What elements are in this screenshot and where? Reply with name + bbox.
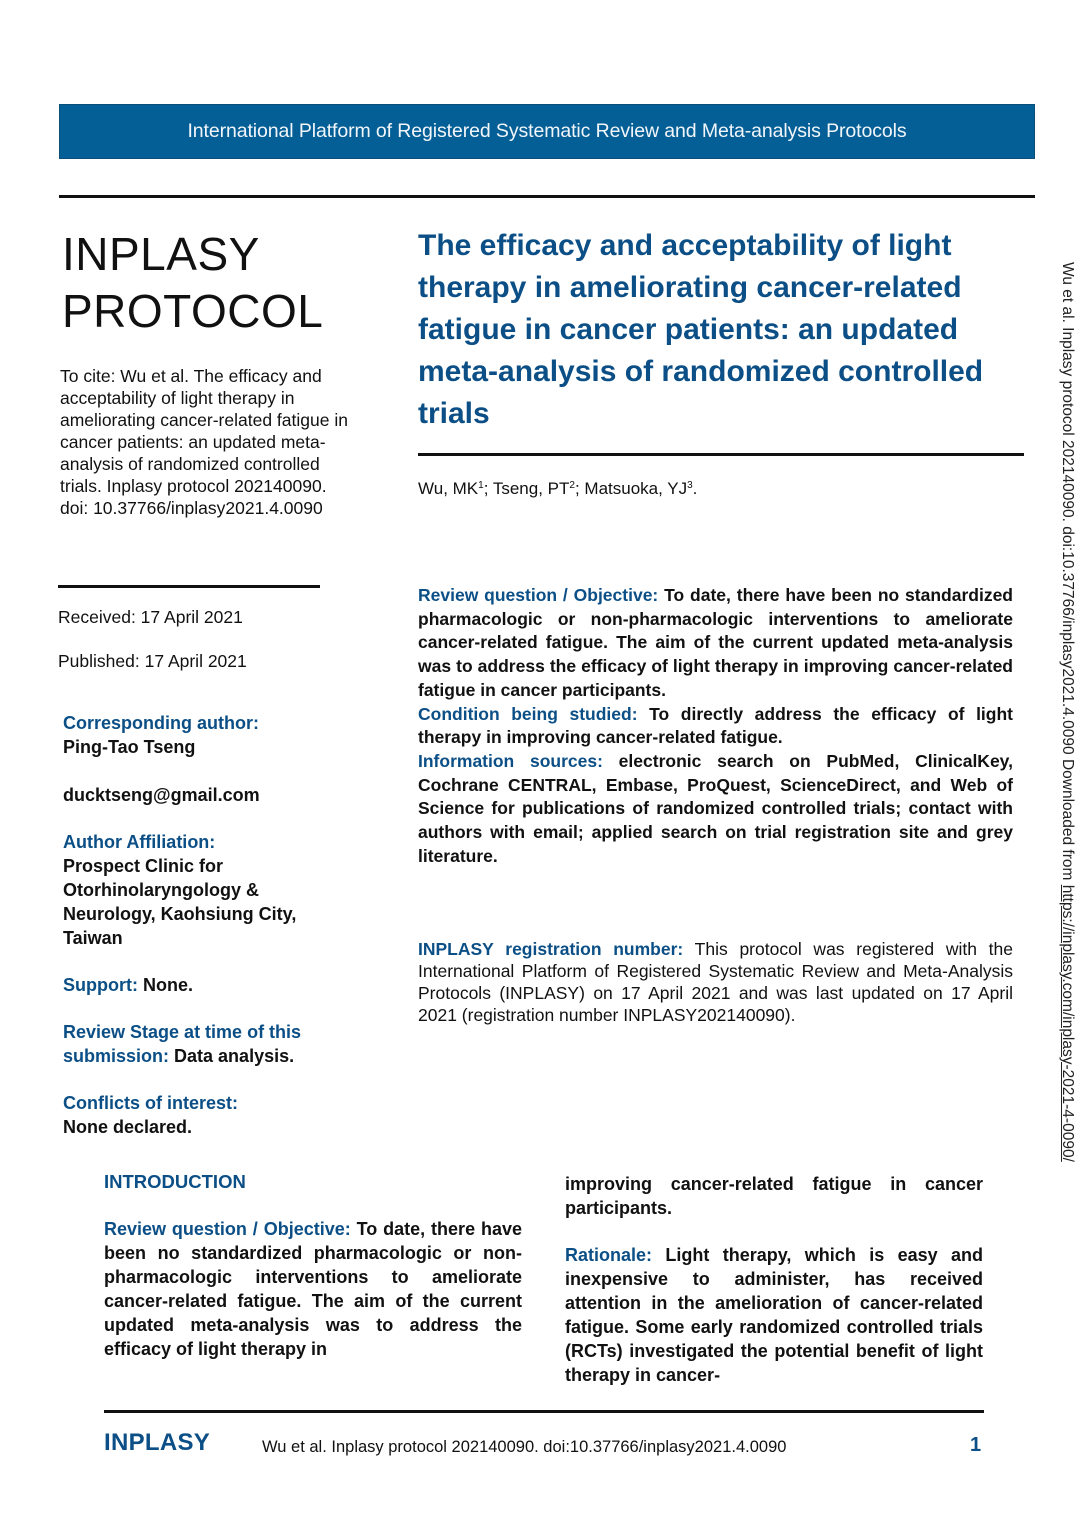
received-date: Received: 17 April 2021 [58, 607, 243, 627]
intro-objective-text: To date, there have been no standardized pharmacologic or non-pharmacologic interventions to ameliorate cancer-related fatigue. The aim of the current updated meta-analysis was to address the efficacy of light therapy in [104, 1219, 522, 1359]
top-divider [59, 195, 1035, 198]
support-line [63, 973, 363, 997]
registration-label: INPLASY registration number: [418, 939, 684, 959]
footer-citation: Wu et al. Inplasy protocol 202140090. doi:10.37766/inplasy2021.4.0090 [262, 1438, 787, 1456]
author: Tseng, $PT^2$; [492, 479, 585, 498]
author-affiliation-label: Author Affiliation: [63, 832, 216, 852]
corresponding-author-label: Corresponding author: [63, 713, 259, 733]
review-stage-label: Review Stage at time of this submission: [63, 1022, 302, 1066]
footer-divider [104, 1410, 984, 1413]
objective-label: Review question / Objective: [418, 585, 659, 605]
objective-text: To date, there have been no standardized pharmacologic or non-pharmacologic interventions to ameliorate cancer-related fatigue. The aim of the current updated meta-analysis was to address the efficacy of light therapy in improving cancer-related fatigue in cancer participants. [418, 585, 1013, 700]
download-link[interactable]: https://inplasy.com/inplasy-2021-4-0090/ [1059, 884, 1076, 1162]
registration-info [418, 938, 1013, 1026]
title-divider [418, 453, 1024, 456]
banner-text: International Platform of Registered Systematic Review and Meta-analysis Protocols [187, 120, 907, 142]
condition-label: Condition being studied: [418, 703, 638, 724]
condition-text: To directly address the efficacy of light therapy in improving cancer-related fatigue. [418, 703, 1014, 748]
registration-text: This protocol was registered with the International Platform of Registered Systematic Review and Meta-Analysis Protocols (INPLASY) on 17 April 2021 and was last updated on 17 April 2021 (registration number INPLASY202140090). [418, 939, 1013, 1025]
protocol-heading-line1: INPLASY [62, 228, 260, 280]
author-affiliation: Prospect Clinic for Otorhinolaryngology & Neurology, Kaohsiung City, Taiwan [63, 856, 297, 948]
download-note [1058, 262, 1076, 1362]
corresponding-author-name: Ping-Tao Tseng [63, 737, 196, 757]
author-list [418, 479, 697, 499]
article-title: The efficacy and acceptability of light therapy in ameliorating cancer-related fatigue in cancer patients: an updated meta-analysis of randomized controlled trials [418, 229, 984, 430]
abstract-sources [418, 750, 1013, 869]
rationale-label: Rationale: [565, 1245, 653, 1265]
abstract-objective [418, 584, 1013, 703]
citation-block: To cite: Wu et al. The efficacy and acceptability of light therapy in ameliorating cancer-related fatigue in cancer patients: an updated meta-analysis of randomized controlled trials. Inplasy protocol 202140090. doi: 10.37766/inplasy2021.4.0090 [60, 366, 348, 518]
author: Matsuoka, $YJ^3$. [584, 479, 698, 498]
review-stage-value: Data analysis. [174, 1046, 295, 1066]
protocol-heading [62, 226, 323, 340]
sources-text: electronic search on PubMed, ClinicalKey, Cochrane CENTRAL, Embase, ProQuest, ScienceDirect, and Web of Science for publications of randomized controlled trials; contact with authors with email; applied search on trial registration site and grey literature. [418, 750, 1013, 866]
download-note-text: Wu et al. Inplasy protocol 202140090. doi:10.37766/inplasy2021.4.0090 Downloaded from [1059, 262, 1076, 885]
intro-column-2 [565, 1172, 983, 1387]
review-stage [63, 1020, 343, 1068]
intro-objective-continued: improving cancer-related fatigue in cancer participants. [565, 1174, 983, 1218]
rationale-text: Light therapy, which is easy and inexpensive to administer, has received attention in the amelioration of cancer-related fatigue. Some early randomized controlled trials (RCTs) investigated the potential benefit of light therapy in cancer- [565, 1245, 983, 1385]
support-value: None. [143, 975, 194, 995]
sources-label: Information sources: [418, 750, 603, 771]
intro-rationale [565, 1243, 983, 1387]
intro-objective-label: Review question / Objective: [104, 1219, 351, 1239]
conflicts-label: Conflicts of interest: [63, 1093, 239, 1113]
footer-brand: INPLASY [104, 1429, 211, 1456]
page-number: 1 [970, 1434, 982, 1456]
abstract [418, 584, 1013, 868]
conflicts-value: None declared. [63, 1117, 193, 1137]
author-email[interactable]: ducktseng@gmail.com [63, 785, 260, 805]
header-banner [59, 104, 1035, 159]
intro-column-1 [104, 1217, 522, 1361]
published-date: Published: 17 April 2021 [58, 651, 247, 671]
author: Wu, $MK^1$; [418, 479, 493, 498]
introduction-heading: INTRODUCTION [104, 1171, 246, 1192]
support-label: Support: [63, 975, 138, 995]
protocol-heading-line2: PROTOCOL [62, 285, 324, 337]
abstract-condition [418, 703, 1013, 750]
sidebar-divider [58, 585, 320, 588]
